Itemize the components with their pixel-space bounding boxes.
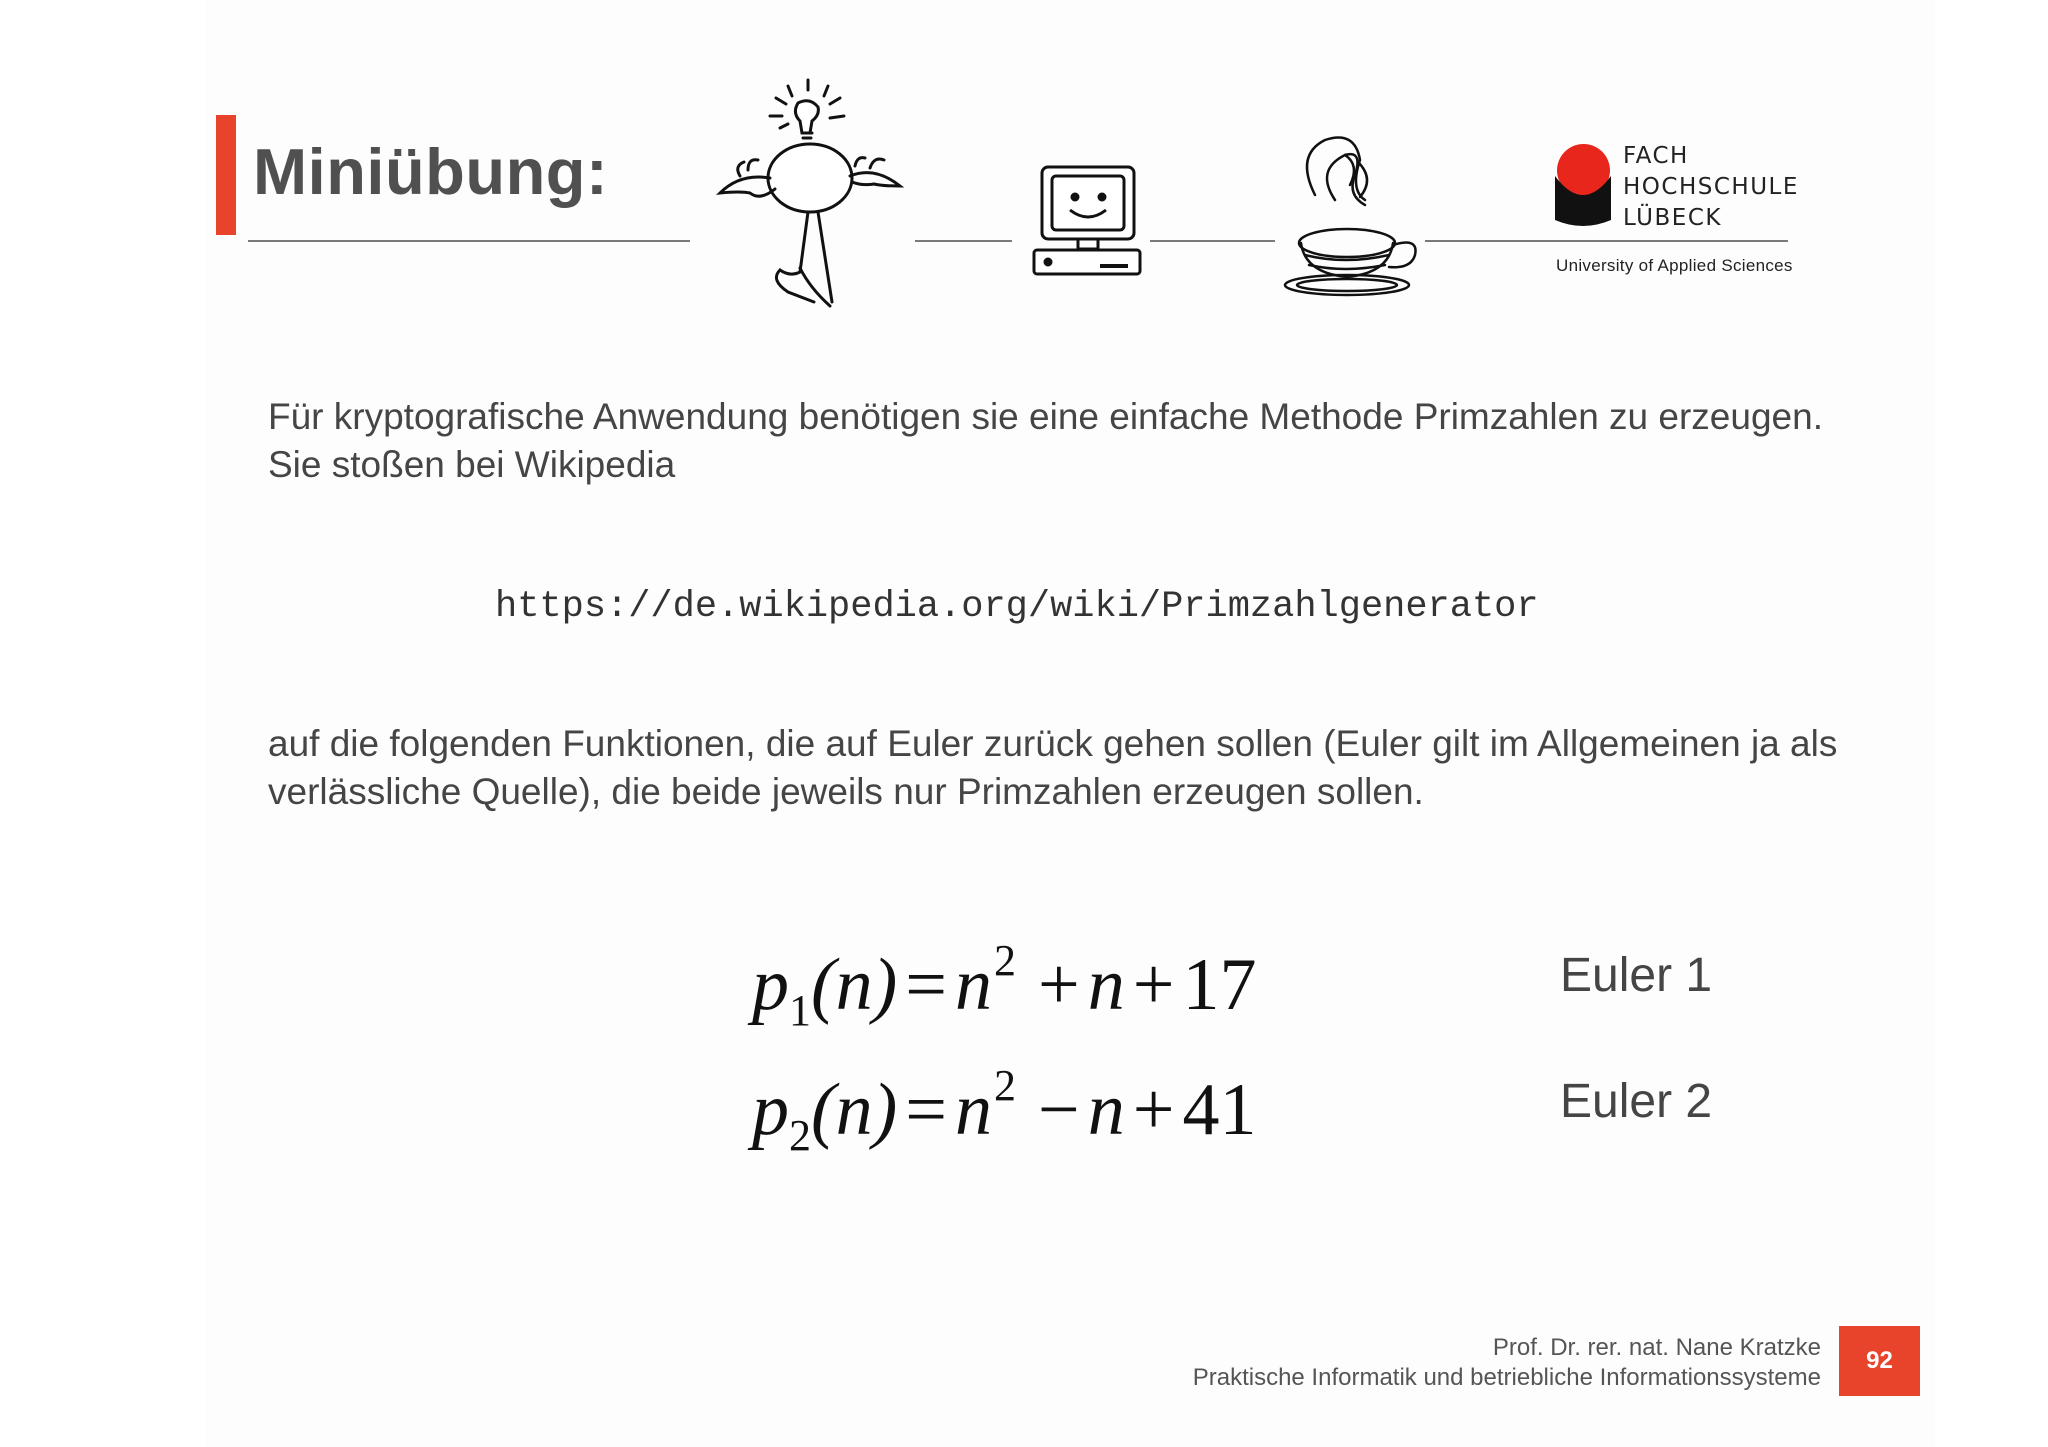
euler-1-label: Euler 1 (1560, 949, 1713, 1002)
formula-op-2: + (1132, 944, 1175, 1026)
formula-constant: 17 (1182, 944, 1257, 1026)
footer-author: Prof. Dr. rer. nat. Nane Kratzke (1492, 1334, 1821, 1361)
idea-figure-icon (690, 78, 920, 318)
formula-op-1: + (1038, 944, 1080, 1026)
formula-base: n (955, 944, 993, 1026)
header-rule-3 (1150, 240, 1275, 242)
logo-subtitle: University of Applied Sciences (1556, 256, 1793, 275)
formula-fn: p (752, 944, 789, 1026)
page-number-badge (1839, 1326, 1920, 1396)
formula-term: n (1087, 944, 1125, 1026)
wikipedia-url[interactable]: https://de.wikipedia.org/wiki/Primzahlgenerator (495, 586, 1539, 628)
formula-op-2: + (1132, 1069, 1175, 1151)
formula-equals: = (905, 1069, 948, 1151)
header-rule-4 (1425, 240, 1788, 242)
formula-exponent: 2 (994, 1061, 1017, 1110)
coffee-cup-icon (1275, 125, 1435, 300)
formula-fn: p (752, 1069, 789, 1151)
formula-arg: (n) (811, 944, 898, 1026)
title-accent-bar (216, 115, 236, 235)
formula-base: n (955, 1069, 993, 1151)
header-rule-2 (915, 240, 1012, 242)
formula-constant: 41 (1182, 1069, 1257, 1151)
formula-euler-2 (752, 1060, 1257, 1161)
formula-op-1: − (1038, 1069, 1080, 1151)
logo-shield-icon (1552, 170, 1614, 228)
formula-arg: (n) (811, 1069, 898, 1151)
continuation-paragraph: auf die folgenden Funktionen, die auf Euler zurück gehen sollen (Euler gilt im Allgemeinen ja als verlässliche Quelle), die beide jeweils nur Primzahlen erzeugen sollen. (268, 723, 1838, 812)
logo-line-1: FACH (1623, 143, 1689, 169)
slide-title: Miniübung: (253, 135, 609, 208)
header-rule-1 (248, 240, 690, 242)
intro-paragraph: Für kryptografische Anwendung benötigen sie eine einfache Methode Primzahlen zu erzeugen. Sie stoßen bei Wikipedia (268, 396, 1823, 485)
formula-equals: = (905, 944, 948, 1026)
formula-index: 1 (789, 986, 811, 1035)
smiling-computer-icon (1030, 162, 1145, 282)
logo-line-2: HOCHSCHULE (1623, 174, 1799, 200)
footer-course: Praktische Informatik und betriebliche Informationssysteme (1192, 1364, 1821, 1391)
page-number: 92 (1866, 1347, 1893, 1374)
logo-line-3: LÜBECK (1623, 205, 1722, 231)
formula-index: 2 (789, 1111, 811, 1160)
formula-term: n (1087, 1069, 1125, 1151)
euler-2-label: Euler 2 (1560, 1075, 1713, 1128)
formula-euler-1 (752, 935, 1257, 1036)
formula-exponent: 2 (994, 936, 1017, 985)
